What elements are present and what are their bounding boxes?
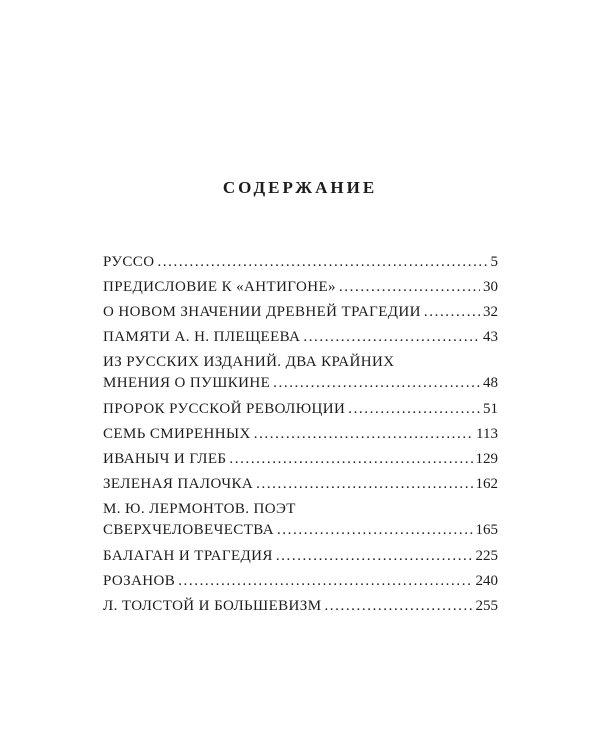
toc-entry[interactable]	[103, 546, 498, 567]
dot-leader	[277, 520, 473, 541]
toc-entry[interactable]	[103, 302, 498, 323]
toc-entry-page: 165	[475, 522, 498, 538]
dot-leader	[273, 373, 480, 394]
toc-entry-title: О НОВОМ ЗНАЧЕНИИ ДРЕВНЕЙ ТРАГЕДИИ	[103, 304, 421, 320]
dot-leader	[178, 571, 472, 592]
toc-entry[interactable]	[103, 449, 498, 470]
toc-entry[interactable]	[103, 596, 498, 617]
toc-entry[interactable]	[103, 571, 498, 592]
toc-entry-title: РУССО	[103, 254, 155, 270]
toc-entry-page: 51	[483, 401, 498, 417]
toc-entry[interactable]	[103, 474, 498, 495]
toc-entry[interactable]	[103, 499, 498, 541]
dot-leader	[339, 277, 480, 298]
dot-leader	[157, 252, 487, 273]
dot-leader	[303, 327, 480, 348]
toc-entry-page: 43	[483, 329, 498, 345]
toc-entry[interactable]	[103, 424, 498, 445]
toc-entry-page: 162	[475, 476, 498, 492]
dot-leader	[256, 474, 472, 495]
dot-leader	[348, 399, 480, 420]
toc-entry-page: 32	[483, 304, 498, 320]
toc-entry-page: 255	[475, 598, 498, 614]
toc-entry-title: ПРОРОК РУССКОЙ РЕВОЛЮЦИИ	[103, 401, 346, 417]
dot-leader	[424, 302, 480, 323]
toc-entry[interactable]	[103, 352, 498, 394]
dot-leader	[324, 596, 472, 617]
table-of-contents	[103, 252, 498, 621]
toc-entry-title: ИВАНЫЧ И ГЛЕБ	[103, 451, 227, 467]
page-title: СОДЕРЖАНИЕ	[222, 178, 378, 197]
toc-entry-title-line-2: МНЕНИЯ О ПУШКИНЕ	[103, 375, 271, 391]
toc-entry-page: 5	[490, 254, 498, 270]
toc-entry-page: 48	[483, 375, 498, 391]
toc-entry-title: ЗЕЛЕНАЯ ПАЛОЧКА	[103, 476, 254, 492]
toc-entry-page: 113	[476, 426, 498, 442]
toc-entry[interactable]	[103, 277, 498, 298]
toc-entry[interactable]	[103, 399, 498, 420]
toc-entry-title: ПАМЯТИ А. Н. ПЛЕЩЕЕВА	[103, 329, 301, 345]
toc-entry-page: 225	[475, 548, 498, 564]
dot-leader	[229, 449, 472, 470]
toc-entry-title: РОЗАНОВ	[103, 573, 176, 589]
toc-entry-title: ПРЕДИСЛОВИЕ К «АНТИГОНЕ»	[103, 279, 336, 295]
dot-leader	[254, 424, 473, 445]
toc-entry-page: 240	[475, 573, 498, 589]
toc-entry-title: Л. ТОЛСТОЙ И БОЛЬШЕВИЗМ	[103, 598, 322, 614]
toc-entry[interactable]	[103, 327, 498, 348]
toc-entry-title: СЕМЬ СМИРЕННЫХ	[103, 426, 251, 442]
toc-entry[interactable]	[103, 252, 498, 273]
toc-entry-title-line-1: М. Ю. ЛЕРМОНТОВ. ПОЭТ	[103, 501, 296, 517]
toc-entry-title-line-2: СВЕРХЧЕЛОВЕЧЕСТВА	[103, 522, 274, 538]
toc-entry-page: 129	[475, 451, 498, 467]
toc-entry-title-line-1: ИЗ РУССКИХ ИЗДАНИЙ. ДВА КРАЙНИХ	[103, 354, 395, 370]
toc-entry-title: БАЛАГАН И ТРАГЕДИЯ	[103, 548, 273, 564]
dot-leader	[276, 546, 473, 567]
toc-entry-page: 30	[483, 279, 498, 295]
